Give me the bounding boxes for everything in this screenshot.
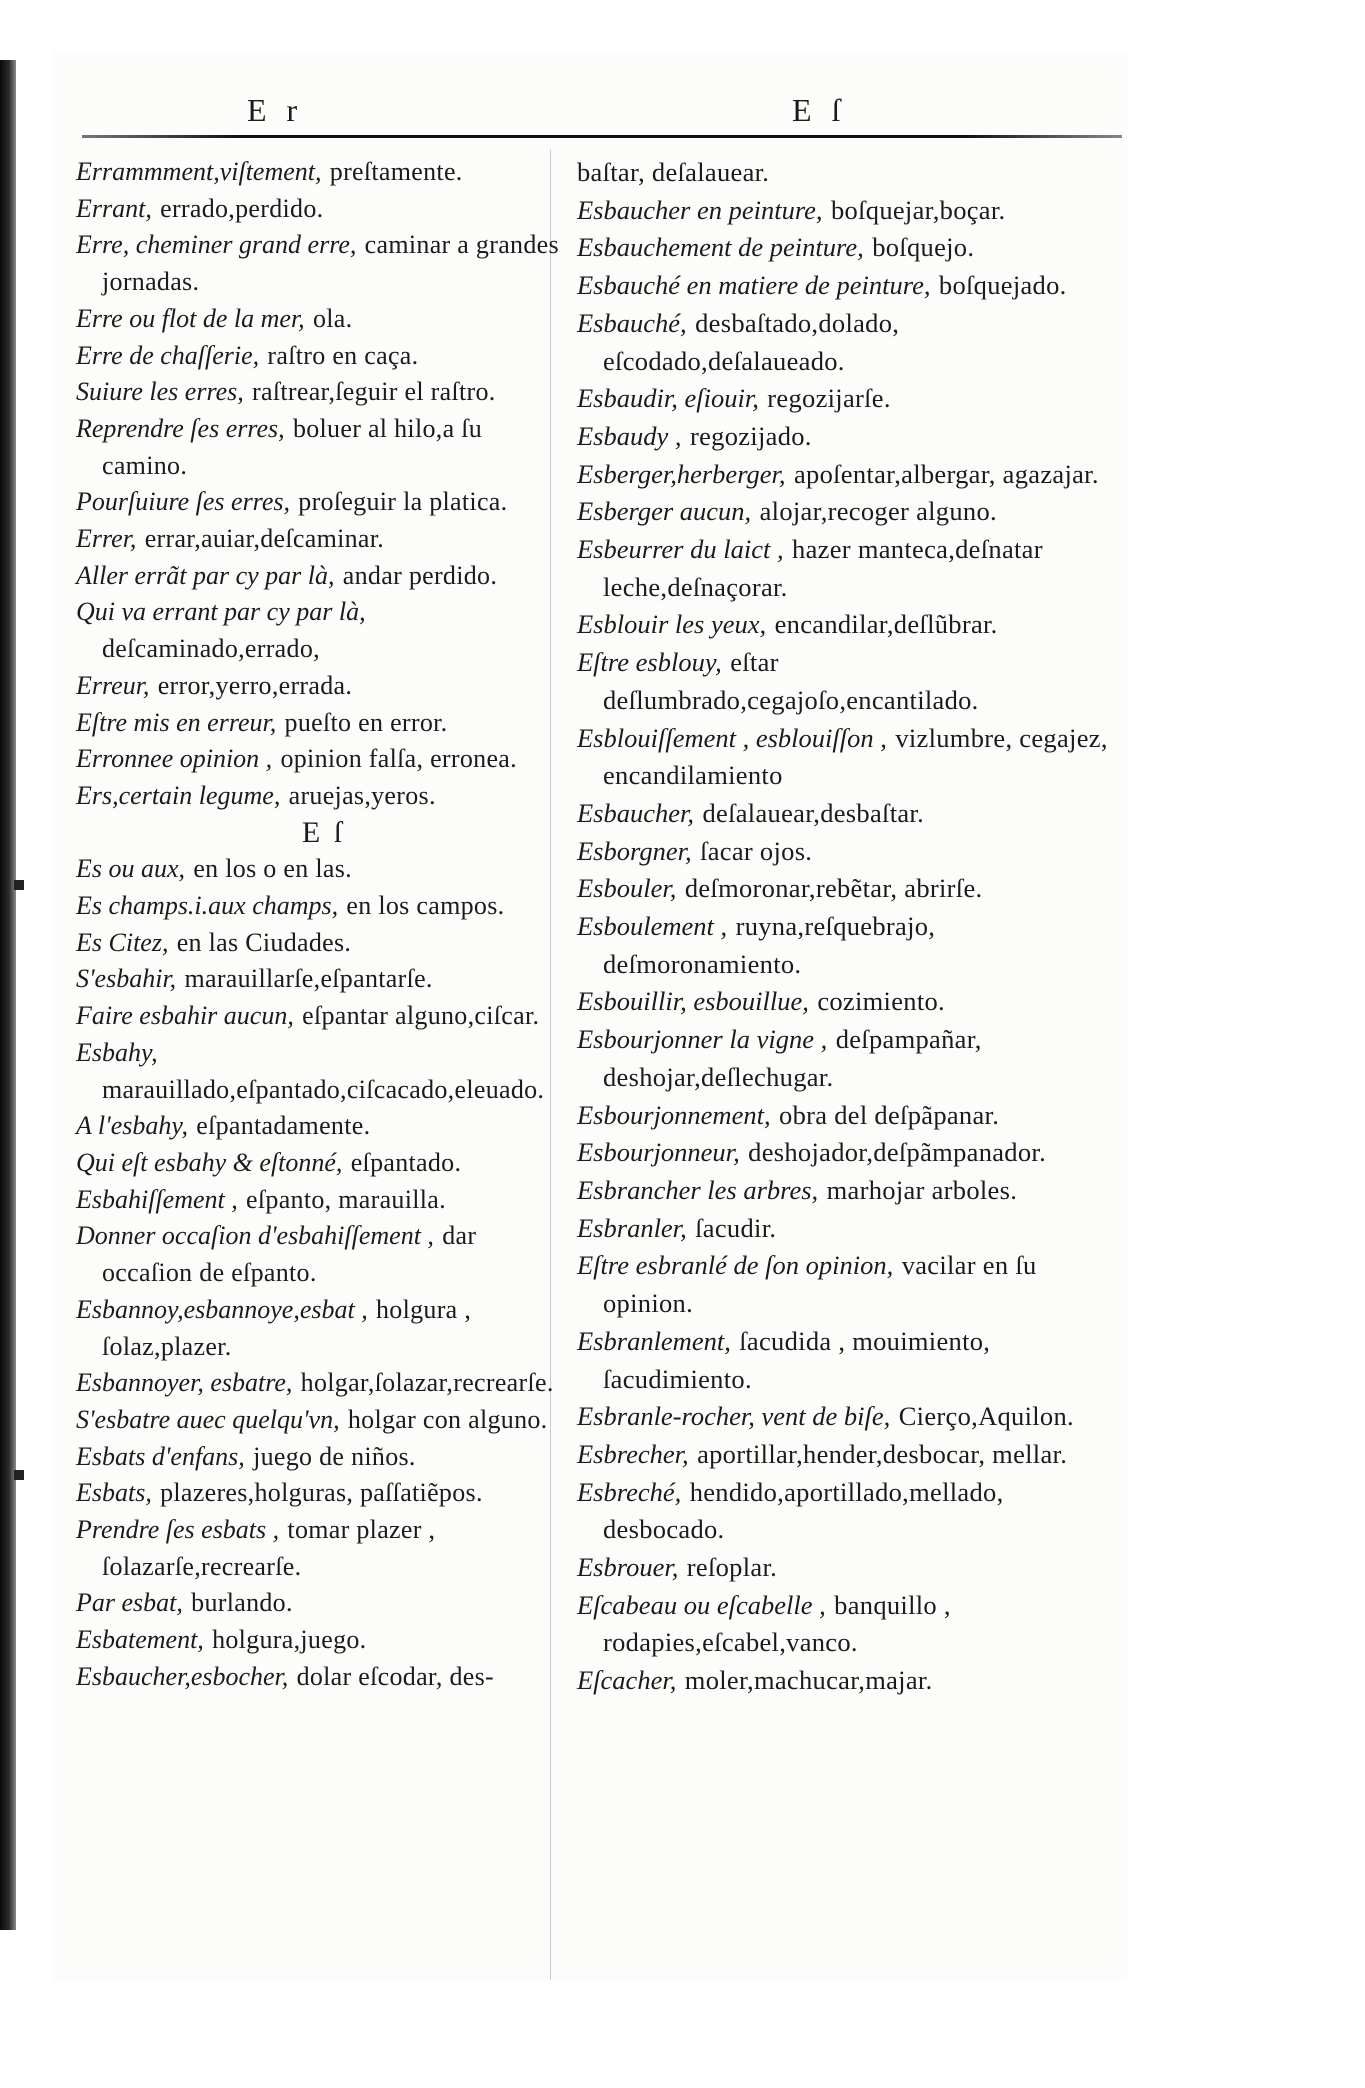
entry-definition: deſcaminado,errado, [102, 634, 320, 664]
entry-definition: en los o en las. [193, 854, 352, 884]
entry-headword: Erre de chaſſerie, [76, 340, 260, 370]
entry-definition: andar perdido. [342, 560, 498, 590]
entry-definition: eſpantado. [350, 1147, 462, 1177]
entry-definition: error,yerro,errada. [157, 670, 353, 700]
dictionary-entry [577, 1097, 1125, 1135]
entry-definition: hazer manteca,deſnatar leche,deſnaçorar. [603, 534, 1043, 602]
entry-headword: S'esbahir, [76, 964, 177, 994]
entry-headword: Suiure les erres, [76, 377, 244, 407]
entry-definition: plazeres,holguras, paſſatiẽpos. [160, 1478, 483, 1508]
entry-headword: S'esbatre auec quelqu'vn, [76, 1404, 340, 1434]
entry-headword: Es champs.i.aux champs, [76, 891, 339, 921]
entry-headword: Esblouiſſement , esblouiſſon , [577, 722, 887, 753]
entry-definition: cozimiento. [817, 986, 945, 1017]
entry-definition: ruyna,reſquebrajo, deſmoronamiento. [603, 911, 936, 979]
entry-headword: Esbaudir, eſiouir, [577, 383, 759, 414]
dictionary-entry [76, 1182, 571, 1219]
entry-headword: Errer, [76, 524, 137, 554]
entry-headword: Qui va errant par cy par là, [76, 597, 366, 627]
dictionary-entry [577, 833, 1125, 871]
dictionary-entry [76, 1108, 571, 1145]
section-subhead: E ſ [301, 815, 346, 849]
dictionary-entry [577, 1172, 1125, 1210]
entry-headword: Esbrouer, [577, 1552, 679, 1583]
entry-definition: raſtro en caça. [267, 340, 419, 370]
entry-headword: Esbauché en matiere de peinture, [577, 270, 931, 301]
dictionary-entry [76, 301, 571, 338]
dictionary-entry [76, 338, 571, 375]
dictionary-entry [76, 1292, 571, 1365]
entry-definition: marhojar arboles. [826, 1174, 1018, 1205]
dictionary-entry [76, 374, 571, 411]
entry-definition: eſtar deſlumbrado,cegajoſo,encantilado. [603, 647, 979, 715]
entry-headword: Eſtre mis en erreur, [76, 707, 277, 737]
book-spine-shadow [0, 60, 16, 1930]
entry-definition: caminar a grandes jornadas. [102, 230, 559, 297]
entry-definition: vacilar en ſu opinion. [603, 1250, 1037, 1319]
dictionary-entry [577, 531, 1125, 606]
entry-definition: baſtar, deſalauear. [577, 157, 770, 187]
dictionary-entry [577, 267, 1125, 305]
entry-headword: Qui eſt esbahy & eſtonné, [76, 1147, 343, 1177]
entry-headword: Reprendre ſes erres, [76, 413, 285, 443]
entry-definition: raſtrear,ſeguir el raſtro. [252, 377, 496, 407]
dictionary-entry [577, 795, 1125, 833]
dictionary-entry [577, 644, 1125, 719]
entry-headword: Esbats d'enfans, [76, 1441, 245, 1471]
entry-headword: Aller errãt par cy par là, [76, 560, 335, 590]
dictionary-entry [76, 668, 571, 705]
entry-headword: Esberger aucun, [577, 496, 752, 527]
dictionary-entry [577, 192, 1125, 230]
dictionary-entry [577, 1662, 1125, 1700]
dictionary-entry [76, 521, 571, 558]
entry-definition: preſtamente. [329, 157, 463, 186]
dictionary-entry [577, 1134, 1125, 1172]
entry-definition: encandilar,deſlũbrar. [774, 609, 998, 640]
entry-definition: burlando. [191, 1588, 293, 1618]
dictionary-entry [76, 778, 571, 815]
entry-headword: Esboulement , [577, 911, 728, 942]
entry-definition: hendido,aportillado,mellado, desbocado. [603, 1476, 1004, 1545]
entry-definition: boſquejar,boçar. [831, 194, 1006, 225]
dictionary-entry [76, 484, 571, 521]
dictionary-entry [577, 720, 1125, 795]
dictionary-entry [577, 870, 1125, 908]
entry-headword: Esbranler, [577, 1212, 687, 1243]
entry-headword: Faire esbahir aucun, [76, 1001, 294, 1031]
entry-definition: dar occaſion de eſpanto. [102, 1221, 477, 1288]
entry-headword: Erre ou flot de la mer, [76, 303, 305, 333]
entry-definition: deſpampañar, deshojar,deſlechugar. [603, 1024, 982, 1092]
dictionary-entry [577, 1323, 1125, 1398]
entry-headword: Esbauchement de peinture, [577, 232, 864, 263]
entry-headword: Erreur, [76, 670, 150, 700]
entry-headword: Pourſuiure ſes erres, [76, 487, 290, 517]
entry-definition: holgura,juego. [212, 1625, 367, 1655]
dictionary-entry [76, 411, 571, 484]
entry-definition: desbaſtado,dolado, eſcodado,deſalaueado. [603, 307, 900, 376]
entry-definition: en los campos. [346, 891, 505, 921]
entry-headword: Es Citez, [76, 927, 169, 957]
entry-definition: boſquejo. [872, 232, 975, 263]
dictionary-entry [76, 1035, 571, 1108]
dictionary-entry [577, 1436, 1125, 1474]
entry-definition: ſacar ojos. [700, 835, 813, 866]
entry-definition: apoſentar,albergar, agazajar. [793, 458, 1099, 489]
entry-definition: deſalauear,desbaſtar. [702, 797, 925, 828]
dictionary-entry [76, 1365, 571, 1402]
entry-definition: tomar plazer , ſolazarſe,recrearſe. [102, 1515, 436, 1581]
entry-definition: pueſto en error. [284, 707, 448, 737]
entry-headword: Esbourjonneur, [577, 1137, 740, 1168]
header-right: E ſ [792, 92, 847, 128]
dictionary-entry [76, 1475, 571, 1512]
entry-definition: obra del deſpãpanar. [779, 1099, 1000, 1130]
binding-mark [14, 880, 24, 890]
entry-headword: Esbats, [76, 1478, 152, 1508]
entry-headword: Eſtre esblouy, [577, 647, 722, 678]
entry-definition: marauillarſe,eſpantarſe. [184, 964, 433, 994]
entry-definition: ſacudir. [695, 1212, 777, 1243]
dictionary-entry [76, 154, 571, 191]
dictionary-entry [76, 1402, 571, 1439]
dictionary-entry [76, 1622, 571, 1659]
entry-headword: Esblouir les yeux, [577, 609, 767, 640]
dictionary-entry [577, 1210, 1125, 1248]
entry-headword: Esbrancher les arbres, [577, 1174, 819, 1205]
dictionary-entry [76, 191, 571, 228]
entry-definition: proſeguir la platica. [298, 487, 508, 517]
entry-definition: dolar eſcodar, des- [296, 1661, 494, 1691]
dictionary-entry [76, 705, 571, 742]
entry-headword: Esbranlement, [577, 1325, 731, 1356]
entry-definition: opinion falſa, erronea. [280, 744, 517, 774]
entry-headword: Esberger,herberger, [577, 458, 786, 489]
dictionary-entry [577, 1021, 1125, 1096]
entry-definition: holgura , ſolaz,plazer. [102, 1294, 472, 1361]
right-column [577, 154, 1125, 1700]
dictionary-entry [76, 998, 571, 1035]
dictionary-entry [577, 1398, 1125, 1436]
entry-headword: Esbahiſſement , [76, 1184, 238, 1214]
entry-definition: banquillo , rodapies,eſcabel,vanco. [603, 1589, 951, 1658]
dictionary-entry [577, 1247, 1125, 1322]
entry-definition: marauillado,eſpantado,ciſcacado,eleuado. [102, 1074, 545, 1104]
entry-headword: Esbaucher, [577, 797, 695, 828]
entry-definition: alojar,recoger alguno. [759, 496, 997, 527]
entry-headword: Errammment,viſtement, [76, 157, 322, 186]
entry-headword: Eſcacher, [577, 1665, 677, 1696]
entry-headword: Esbouler, [577, 873, 677, 904]
entry-headword: Esbreché, [577, 1476, 682, 1507]
dictionary-entry [76, 851, 571, 888]
entry-headword: Eſcabeau ou eſcabelle , [577, 1589, 826, 1620]
entry-headword: A l'esbahy, [76, 1111, 188, 1141]
entry-headword: Esbourjonnement, [577, 1099, 771, 1130]
entry-definition: moler,machucar,majar. [684, 1665, 933, 1696]
header-left: E r [247, 92, 304, 128]
dictionary-entry [577, 418, 1125, 456]
entry-definition: vizlumbre, cegajez, encandilamiento [603, 722, 1108, 791]
entry-headword: Esborgner, [577, 835, 692, 866]
entry-definition: boſquejado. [938, 270, 1067, 301]
entry-headword: Esbouillir, esbouillue, [577, 986, 809, 1017]
entry-headword: Esbatement, [76, 1625, 204, 1655]
entry-definition: holgar con alguno. [347, 1404, 548, 1434]
entry-headword: Esbaucher,esbocher, [76, 1661, 289, 1691]
dictionary-entry [76, 594, 571, 667]
entry-definition: en las Ciudades. [176, 927, 352, 957]
entry-headword: Esbaucher en peinture, [577, 194, 823, 225]
entry-definition: boluer al hilo,a ſu camino. [102, 413, 483, 480]
dictionary-entry [577, 456, 1125, 494]
entry-definition: deshojador,deſpãmpanador. [748, 1137, 1046, 1168]
dictionary-entry [76, 961, 571, 998]
dictionary-entry [577, 380, 1125, 418]
entry-headword: Par esbat, [76, 1588, 183, 1618]
dictionary-entry [76, 1218, 571, 1291]
dictionary-entry [577, 1549, 1125, 1587]
entry-definition: juego de niños. [253, 1441, 416, 1471]
entry-definition: errar,auiar,deſcaminar. [144, 524, 385, 554]
entry-definition: eſpanto, marauilla. [246, 1184, 446, 1214]
entry-headword: Esbaudy , [577, 420, 682, 451]
entry-headword: Esbahy, [76, 1037, 158, 1067]
header-rule [82, 135, 1122, 138]
dictionary-entry [76, 741, 571, 778]
dictionary-entry [577, 1474, 1125, 1549]
entry-definition: ola. [312, 303, 353, 333]
entry-definition: ſacudida , mouimiento, ſacudimiento. [603, 1325, 991, 1394]
dictionary-entry [76, 1512, 571, 1585]
entry-definition: reſoplar. [686, 1552, 778, 1583]
dictionary-entry [577, 606, 1125, 644]
dictionary-entry [577, 305, 1125, 380]
entry-definition: Cierço,Aquilon. [898, 1401, 1074, 1432]
dictionary-entry [76, 227, 571, 300]
entry-definition: eſpantar alguno,ciſcar. [302, 1001, 540, 1031]
dictionary-entry [76, 925, 571, 962]
dictionary-entry [577, 493, 1125, 531]
dictionary-entry [577, 1587, 1125, 1662]
entry-headword: Erronnee opinion , [76, 744, 273, 774]
entry-definition: regozijarſe. [767, 383, 891, 414]
entry-headword: Esbauché, [577, 307, 687, 338]
dictionary-entry [577, 908, 1125, 983]
entry-headword: Esbannoyer, esbatre, [76, 1368, 293, 1398]
entry-definition: regozijado. [689, 420, 812, 451]
dictionary-page [52, 52, 1127, 1982]
entry-headword: Esbourjonner la vigne , [577, 1024, 828, 1055]
dictionary-entry [577, 229, 1125, 267]
dictionary-entry [76, 1585, 571, 1622]
entry-headword: Eſtre esbranlé de ſon opinion, [577, 1250, 894, 1281]
running-header [52, 92, 1127, 132]
entry-headword: Esbrecher, [577, 1438, 689, 1469]
dictionary-entry [76, 1439, 571, 1476]
entry-definition: aportillar,hender,desbocar, mellar. [697, 1438, 1068, 1469]
dictionary-entry [577, 983, 1125, 1021]
entry-headword: Esbranle-rocher, vent de biſe, [577, 1401, 891, 1432]
entry-definition: eſpantadamente. [196, 1111, 371, 1141]
entry-headword: Prendre ſes esbats , [76, 1515, 280, 1545]
entry-headword: Ers,certain legume, [76, 780, 281, 810]
entry-definition: deſmoronar,rebẽtar, abrirſe. [684, 873, 983, 904]
dictionary-entry [76, 1659, 571, 1696]
entry-headword: Erre, cheminer grand erre, [76, 230, 357, 260]
dictionary-entry [76, 1145, 571, 1182]
dictionary-entry [76, 888, 571, 925]
entry-headword: Errant, [76, 193, 152, 223]
entry-headword: Esbannoy,esbannoye,esbat , [76, 1294, 368, 1324]
entry-definition: aruejas,yeros. [288, 780, 436, 810]
entry-headword: Es ou aux, [76, 854, 186, 884]
entry-headword: Donner occaſion d'esbahiſſement , [76, 1221, 434, 1251]
entry-definition: holgar,ſolazar,recrearſe. [300, 1368, 554, 1398]
left-column [76, 154, 571, 1696]
entry-headword: Esbeurrer du laict , [577, 534, 784, 565]
binding-mark [14, 1470, 24, 1480]
dictionary-entry [76, 558, 571, 595]
entry-definition: errado,perdido. [160, 193, 324, 223]
dictionary-entry [577, 154, 1125, 192]
